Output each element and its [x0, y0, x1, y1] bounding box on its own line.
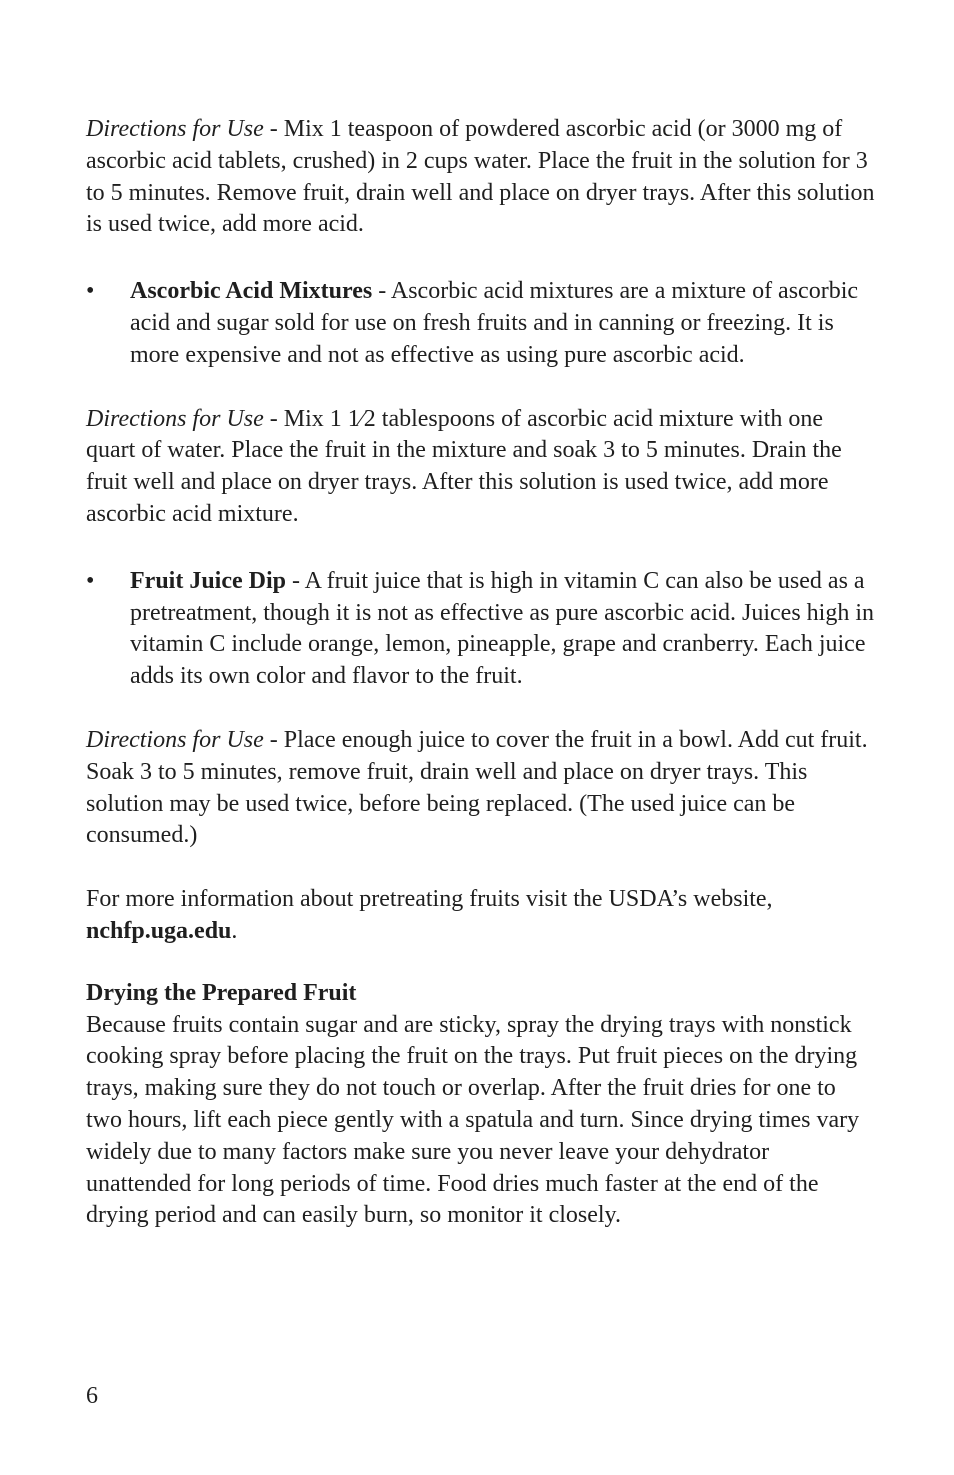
directions-text: - Place enough juice to cover the fruit in a bowl. Add cut fruit. Soak 3 to 5 minutes, remove fruit, drain well and place on dryer trays. This solution may be used twice, before being replaced. (The used juice can be consumed.) — [86, 726, 868, 849]
more-info-end: . — [231, 917, 238, 944]
bullet-item-fruit-juice-dip — [86, 566, 876, 693]
bullet-icon: • — [86, 278, 95, 305]
bullet-text: - A fruit juice that is high in vitamin C can also be used as a pretreatment, though it is not as effective as pure ascorbic acid. Juices high in vitamin C include orange, lemon, pineapple, grape and cranberry. Each juice adds its own color and flavor to the fruit. — [130, 567, 874, 690]
directions-label: Directions for Use — [86, 405, 264, 432]
document-body — [86, 114, 876, 1232]
bullet-item-ascorbic-acid-mixtures — [86, 276, 876, 371]
more-info-text: For more information about pretreating fruits visit the USDA’s website, — [86, 886, 773, 913]
bullet-title: Fruit Juice Dip — [130, 567, 286, 594]
directions-paragraph-mixture — [86, 404, 876, 531]
more-info-paragraph — [86, 884, 876, 948]
directions-paragraph-juice — [86, 725, 876, 852]
section-heading: Drying the Prepared Fruit — [86, 979, 357, 1006]
directions-paragraph-ascorbic-acid — [86, 114, 876, 241]
bullet-text: - Ascorbic acid mixtures are a mixture of ascorbic acid and sugar sold for use on fresh fruits and in canning or freezing. It is more expensive and not as effective as using pure ascorbic acid. — [130, 278, 859, 368]
directions-text: - Mix 1 teaspoon of powdered ascorbic acid (or 3000 mg of ascorbic acid tablets, crushed) in 2 cups water. Place the fruit in the solution for 3 to 5 minutes. Remove fruit, drain well and place on dryer trays. After this solution is used twice, add more acid. — [86, 116, 875, 238]
directions-label: Directions for Use — [86, 116, 264, 142]
directions-label: Directions for Use — [86, 726, 264, 753]
page-number: 6 — [86, 1383, 98, 1409]
bullet-icon: • — [86, 567, 95, 594]
directions-text: - Mix 1 1⁄2 tablespoons of ascorbic acid mixture with one quart of water. Place the fruit in the mixture and soak 3 to 5 minutes. Drain the fruit well and place on dryer trays. After this solution is used twice, add more ascorbic acid mixture. — [86, 405, 842, 527]
website-link[interactable]: nchfp.uga.edu — [86, 917, 232, 944]
drying-paragraph: Because fruits contain sugar and are sticky, spray the drying trays with nonstick cooking spray before placing the fruit on the trays. Put fruit pieces on the drying trays, making sure they do not touch or overlap. After the fruit dries for one to two hours, lift each piece gently with a spatula and turn. Since drying times vary widely due to many factors make sure you never leave your dehydrator unattended for long periods of time. Food dries much faster at the end of the drying period and can easily burn, so monitor it closely. — [86, 1011, 860, 1229]
bullet-title: Ascorbic Acid Mixtures — [130, 278, 373, 305]
